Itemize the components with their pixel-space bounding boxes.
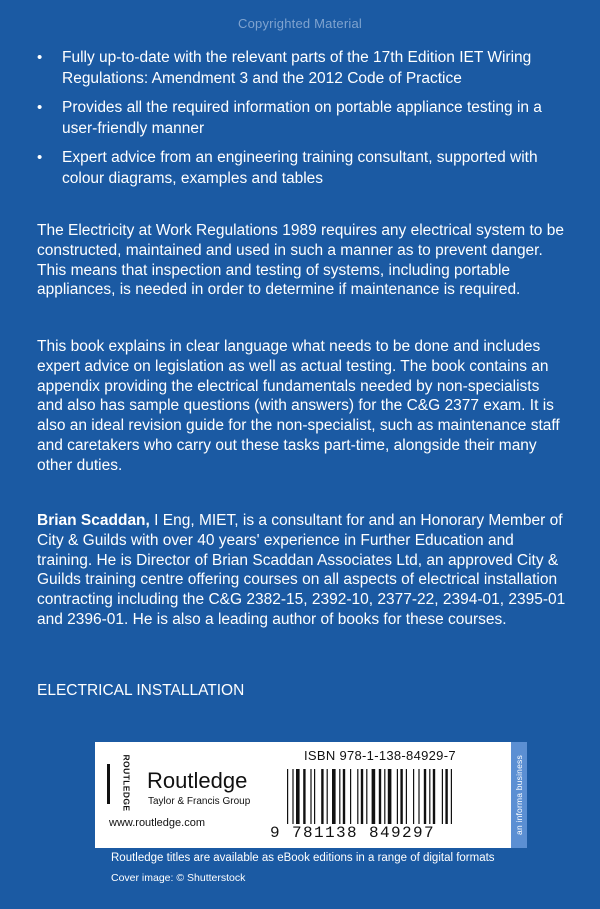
isbn-label: ISBN 978-1-138-84929-7 xyxy=(304,748,456,763)
barcode-icon xyxy=(285,769,505,824)
publisher-name: Routledge xyxy=(147,768,248,793)
author-name: Brian Scaddan, xyxy=(37,512,150,529)
ebook-note: Routledge titles are available as eBook editions in a range of digital formats xyxy=(111,852,495,864)
bullet-item: • Provides all the required information on portable appliance testing in a user-friendly manner xyxy=(37,97,557,139)
book-description-paragraph: This book explains in clear language what needs to be done and includes expert advice on legislation as well as actual testing. The book contains an appendix providing the electrical fundamentals needed by non-specialists and also has sample questions (with answers) for the C&G 2377 exam. It is also an ideal revision guide for the non-specialist, such as maintenance staff and caretakers who carry out these tasks part-time, alongside their many other duties. xyxy=(37,338,560,474)
routledge-logo-icon: ROUTLEDGE xyxy=(107,764,132,804)
feature-bullet-list xyxy=(37,47,557,197)
bullet-item: • Fully up-to-date with the relevant parts of the 17th Edition IET Wiring Regulations: Amendment 3 and the 2012 Code of Practice xyxy=(37,47,557,89)
barcode-digits: 9 781138 849297 xyxy=(270,824,436,842)
bullet-item: • Expert advice from an engineering training consultant, supported with colour diagrams, examples and tables xyxy=(37,147,557,189)
author-bio-paragraph xyxy=(37,511,567,630)
regulations-paragraph: The Electricity at Work Regulations 1989 requires any electrical system to be constructed, maintained and used in such a manner as to prevent danger. This means that inspection and testing of systems, including portable appliances, is needed in order to determine if maintenance is required. xyxy=(37,222,564,299)
author-bio-text: I Eng, MIET, is a consultant for and an Honorary Member of City & Guilds with over 40 years' experience in Further Education and training. He is Director of Brian Scaddan Associates Ltd, an approved City & Guilds training centre offering courses on all aspects of electrical installation contracting including the C&G 2382-15, 2392-10, 2377-22, 2394-01, 2395-01 and 2396-01. He is also a leading author of books for these courses. xyxy=(37,512,566,628)
category-label: ELECTRICAL INSTALLATION xyxy=(37,682,245,699)
informa-text: an informa business xyxy=(514,755,524,835)
publisher-group: Taylor & Francis Group xyxy=(148,796,251,807)
publisher-url: www.routledge.com xyxy=(109,817,205,829)
informa-strip xyxy=(511,742,527,848)
barcode-panel xyxy=(95,742,511,848)
cover-credit: Cover image: © Shutterstock xyxy=(111,872,246,884)
copyright-watermark: Copyrighted Material xyxy=(238,16,362,31)
